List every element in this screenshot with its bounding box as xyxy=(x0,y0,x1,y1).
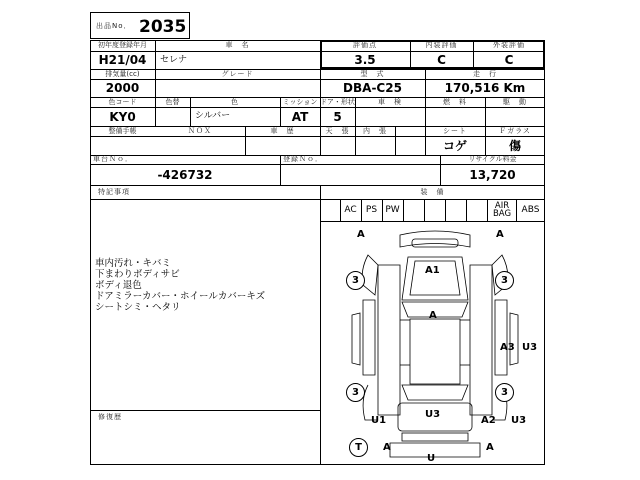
mark-left-front-wheel: 3 xyxy=(346,271,365,290)
value-score: 3.5 xyxy=(354,53,376,67)
equipment-pw: PW xyxy=(385,204,400,215)
mark-rear-center: U3 xyxy=(425,409,441,420)
value-exterior: C xyxy=(504,53,514,67)
value-color-code: KY0 xyxy=(109,109,136,124)
label-transmission: ミッション xyxy=(282,97,318,106)
mark-left-rear-wheel: 3 xyxy=(346,383,365,402)
listing-number-box xyxy=(90,12,190,39)
remark-line: ドアミラーカバー・ホイールカバーキズ xyxy=(95,291,266,302)
value-interior: C xyxy=(437,53,446,67)
value-recycle: 13,720 xyxy=(469,167,516,182)
equipment-abs: ABS xyxy=(521,204,540,215)
mark-roof: A xyxy=(429,310,437,321)
label-maintenance: 整備手帳 xyxy=(108,126,137,135)
label-equipment: 装 備 xyxy=(420,187,445,196)
mark-front-right: A xyxy=(496,229,504,240)
label-score: 評価点 xyxy=(353,41,377,49)
label-reg-no: 登録Ｎｏ． xyxy=(283,155,323,163)
value-displacement: 2000 xyxy=(105,81,140,95)
label-displacement: 排気量(cc) xyxy=(105,69,140,78)
mark-rear-left: U1 xyxy=(371,415,387,426)
mark-bumper-left: A xyxy=(383,442,391,453)
value-first-reg: H21/04 xyxy=(98,53,147,67)
remark-line: 下まわりボディサビ xyxy=(95,269,180,280)
mark-rear-far-right: U3 xyxy=(511,415,527,426)
label-first-reg: 初年度登録年月 xyxy=(98,41,147,49)
mark-hood: A1 xyxy=(425,265,440,276)
mark-rear-right: A2 xyxy=(481,415,496,426)
label-color-type: 色替 xyxy=(165,97,180,106)
label-drive: 駆 動 xyxy=(503,97,527,106)
mark-front-left: A xyxy=(357,229,365,240)
label-remarks: 特記事項 xyxy=(98,187,130,196)
equipment-ps: PS xyxy=(365,204,378,215)
mark-right-rear-wheel: 3 xyxy=(495,383,514,402)
label-capacity: 車 検 xyxy=(378,97,402,106)
label-exterior: 外装評価 xyxy=(493,41,525,49)
label-sunroof: 天 張 xyxy=(325,126,350,135)
label-fuel: 燃 料 xyxy=(443,97,467,106)
mark-right-side-a3: A3 xyxy=(500,342,515,353)
remark-line: シートシミ・ヘタリ xyxy=(95,302,181,313)
label-nox: ＮＯＸ xyxy=(188,126,212,135)
label-color: 色 xyxy=(231,97,239,106)
value-doors: 5 xyxy=(333,109,342,124)
value-model: DBA-C25 xyxy=(343,81,402,95)
label-grade: グレード xyxy=(221,69,254,78)
mark-right-front-wheel: 3 xyxy=(495,271,514,290)
remark-line: ボディ退色 xyxy=(95,280,142,291)
listing-number-value: 2035 xyxy=(139,17,187,37)
label-chassis: 車台Ｎｏ． xyxy=(93,155,133,163)
label-interior-trim: 内 張 xyxy=(363,126,387,135)
value-car-name: セレナ xyxy=(160,54,188,65)
label-car-name: 車 名 xyxy=(225,41,250,49)
value-transmission: AT xyxy=(291,109,309,124)
label-seat: シート xyxy=(443,126,467,135)
value-mileage: 170,516 Km xyxy=(444,81,526,95)
label-model: 型 式 xyxy=(360,69,385,78)
label-color-code: 色コード xyxy=(108,97,137,106)
value-chassis: -426732 xyxy=(157,167,213,182)
equipment-ac: AC xyxy=(344,204,357,215)
equipment-airbag: AIR BAG xyxy=(492,200,512,219)
mark-right-side-u3: U3 xyxy=(522,342,538,353)
mark-bumper-right: A xyxy=(486,442,494,453)
label-fglass: Ｆガラス xyxy=(499,126,531,135)
listing-number-label: 出品No． xyxy=(96,22,132,30)
mark-tailgate: T xyxy=(349,438,368,457)
label-doors: ドア・形状 xyxy=(320,97,355,106)
label-mileage: 走 行 xyxy=(473,69,497,78)
value-color: シルバー xyxy=(195,111,231,121)
mark-bumper-bottom: U xyxy=(427,453,436,464)
remark-line: 車内汚れ・キバミ xyxy=(95,258,172,269)
label-history: 車 歴 xyxy=(270,126,295,135)
value-seat: コゲ xyxy=(442,138,467,153)
label-interior: 内装評価 xyxy=(425,41,458,49)
label-recycle: リサイクル料金 xyxy=(468,155,517,163)
value-fglass: 傷 xyxy=(508,138,521,153)
label-repair: 修復歴 xyxy=(98,412,122,421)
